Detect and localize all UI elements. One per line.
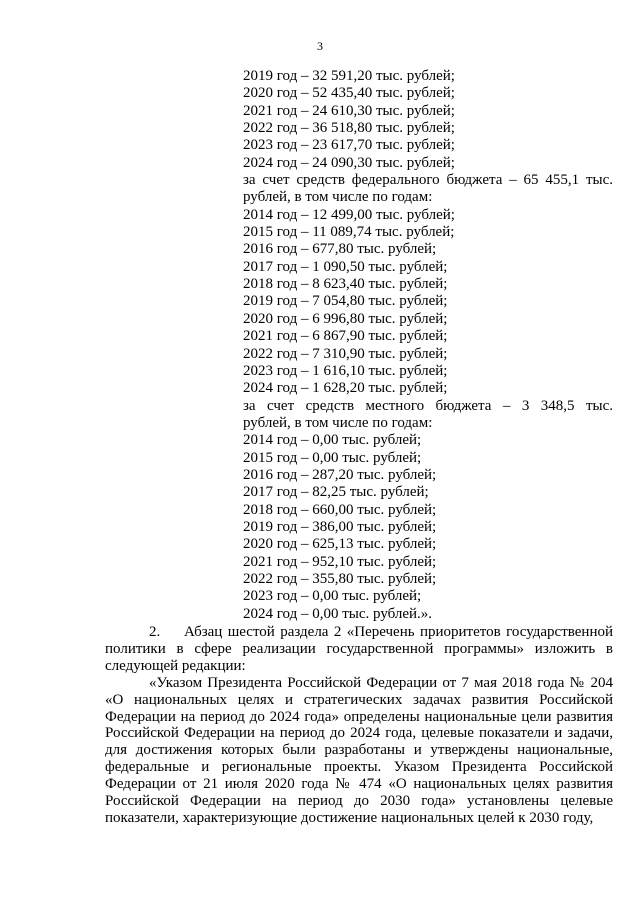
federal-year-line: 2021 год – 6 867,90 тыс. рублей; xyxy=(243,328,448,345)
item-2-text: Абзац шестой раздела 2 «Перечень приоритетов государственной политики в сфере реализации государственной программы» изложить в следующей редакции: xyxy=(105,624,613,674)
federal-intro-cont: рублей, в том числе по годам: xyxy=(243,189,433,206)
local-year-line: 2023 год – 0,00 тыс. рублей; xyxy=(243,588,422,605)
federal-year-line: 2024 год – 1 628,20 тыс. рублей; xyxy=(243,380,448,397)
local-year-line: 2014 год – 0,00 тыс. рублей; xyxy=(243,432,422,449)
federal-year-line: 2018 год – 8 623,40 тыс. рублей; xyxy=(243,276,448,293)
body-text xyxy=(105,624,613,827)
federal-year-line: 2017 год – 1 090,50 тыс. рублей; xyxy=(243,258,448,275)
item-number: 2. xyxy=(149,624,161,640)
federal-year-line: 2016 год – 677,80 тыс. рублей; xyxy=(243,241,437,258)
federal-year-line: 2014 год – 12 499,00 тыс. рублей; xyxy=(243,206,455,223)
local-year-line: 2018 год – 660,00 тыс. рублей; xyxy=(243,501,437,518)
federal-year-line: 2023 год – 1 616,10 тыс. рублей; xyxy=(243,362,448,379)
local-year-line: 2019 год – 386,00 тыс. рублей; xyxy=(243,518,437,535)
local-year-line: 2022 год – 355,80 тыс. рублей; xyxy=(243,570,437,587)
local-year-line: 2017 год – 82,25 тыс. рублей; xyxy=(243,484,429,501)
federal-year-line: 2015 год – 11 089,74 тыс. рублей; xyxy=(243,224,455,241)
federal-intro: за счет средств федерального бюджета – 65 455,1 тыс. xyxy=(243,172,613,189)
year-line: 2024 год – 24 090,30 тыс. рублей; xyxy=(243,154,455,171)
funding-list xyxy=(243,68,613,623)
federal-year-line: 2022 год – 7 310,90 тыс. рублей; xyxy=(243,345,448,362)
local-year-line: 2015 год – 0,00 тыс. рублей; xyxy=(243,449,422,466)
local-year-line: 2021 год – 952,10 тыс. рублей; xyxy=(243,553,437,570)
federal-year-line: 2019 год – 7 054,80 тыс. рублей; xyxy=(243,293,448,310)
local-year-line: 2024 год – 0,00 тыс. рублей.». xyxy=(243,605,433,622)
item-2-paragraph xyxy=(105,624,613,675)
year-line: 2022 год – 36 518,80 тыс. рублей; xyxy=(243,120,455,137)
year-line: 2021 год – 24 610,30 тыс. рублей; xyxy=(243,102,455,119)
quote-paragraph: «Указом Президента Российской Федерации от 7 мая 2018 года № 204 «О национальных целях и стратегических задачах развития Российской Федерации на период до 2024 года» определены национальные цели развития Российской Федерации на период до 2024 года, целевые показатели и задачи, для достижения которых были разработаны и утверждены национальные, федеральные и региональные проекты. Указом Президента Российской Федерации от 21 июля 2020 года № 474 «О национальных целях развития Российской Федерации на период до 2030 года» установлены целевые показатели, характеризующие достижение национальных целей к 2030 году, xyxy=(105,674,613,826)
federal-year-line: 2020 год – 6 996,80 тыс. рублей; xyxy=(243,310,448,327)
local-intro-cont: рублей, в том числе по годам: xyxy=(243,414,433,431)
local-year-line: 2016 год – 287,20 тыс. рублей; xyxy=(243,466,437,483)
local-intro: за счет средств местного бюджета – 3 348,5 тыс. xyxy=(243,397,613,414)
local-year-line: 2020 год – 625,13 тыс. рублей; xyxy=(243,536,437,553)
year-line: 2019 год – 32 591,20 тыс. рублей; xyxy=(243,68,455,84)
year-line: 2020 год – 52 435,40 тыс. рублей; xyxy=(243,85,455,102)
page-number: 3 xyxy=(317,39,323,53)
year-line: 2023 год – 23 617,70 тыс. рублей; xyxy=(243,137,455,154)
